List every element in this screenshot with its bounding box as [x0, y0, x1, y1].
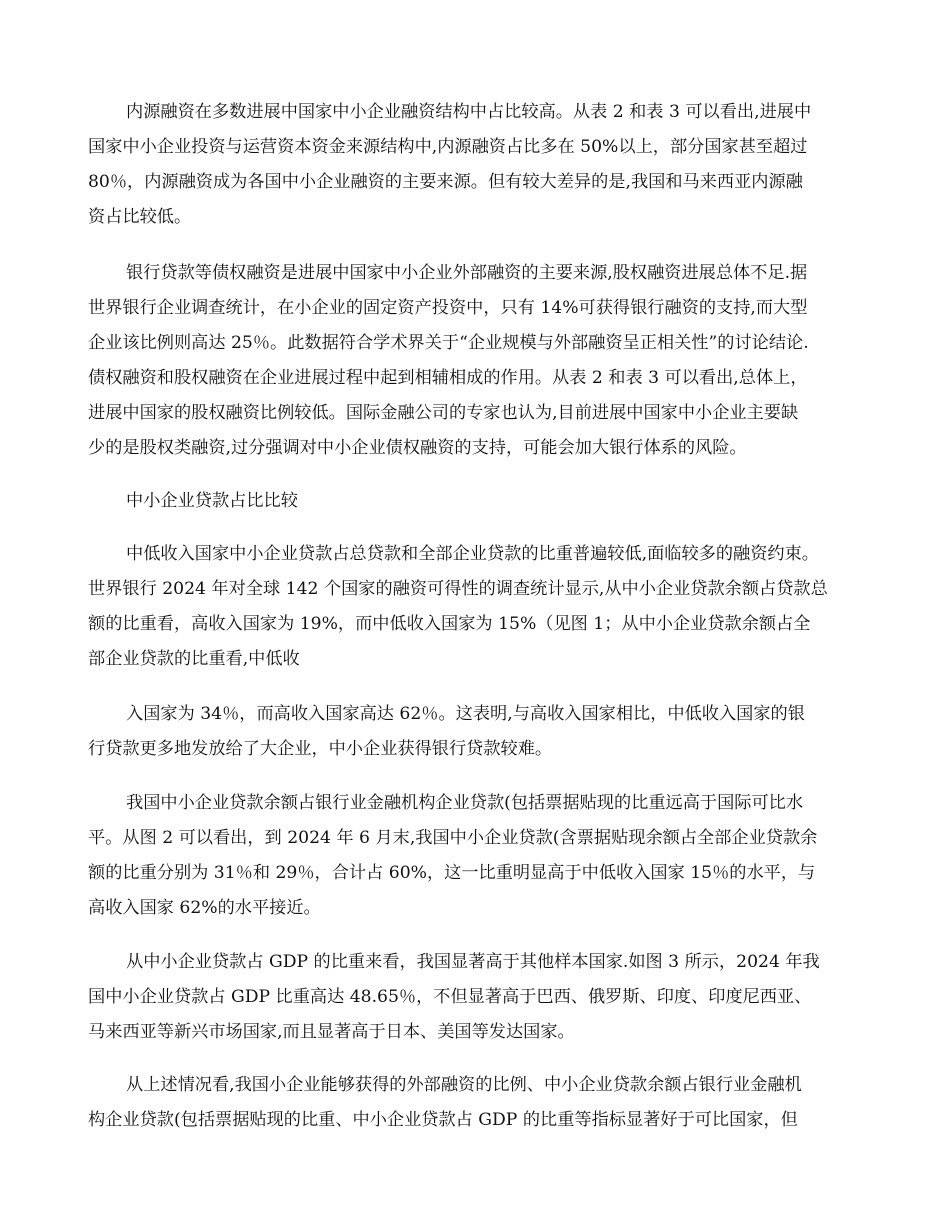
text-line: 额的比重分别为 31％和 29％，合计占 60%，这一比重明显高于中低收入国家 15％的水平，与 [88, 863, 816, 883]
section-heading [88, 484, 863, 519]
paragraph-income-comparison [88, 697, 863, 767]
text-line: 我国中小企业贷款余额占银行业金融机构企业贷款(包括票据贴现的比重远高于国际可比水 [126, 793, 804, 813]
paragraph-loan-share-comparison [88, 537, 863, 677]
text-line: 入国家为 34％，而高收入国家高达 62％。这表明,与高收入国家相比，中低收入国家的银 [126, 704, 805, 724]
text-line: 国中小企业贷款占 GDP 比重高达 48.65％，不但显著高于巴西、俄罗斯、印度、印度尼西亚、 [88, 987, 812, 1007]
text-line: 平。从图 2 可以看出，到 2024 年 6 月末,我国中小企业贷款(含票据贴现余额占全部企业贷款余 [88, 828, 818, 848]
text-line: 80％，内源融资成为各国中小企业融资的主要来源。但有较大差异的是,我国和马来西亚内源融 [88, 172, 803, 192]
paragraph-loan-to-gdp [88, 945, 863, 1050]
text-line: 世界银行 2024 年对全球 142 个国家的融资可得性的调查统计显示,从中小企业贷款余额占贷款总 [88, 579, 828, 599]
text-line: 从上述情况看,我国小企业能够获得的外部融资的比例、中小企业贷款余额占银行业金融机 [126, 1075, 802, 1095]
text-line: 内源融资在多数进展中国家中小企业融资结构中占比较高。从表 2 和表 3 可以看出,进展中 [126, 102, 812, 122]
text-line: 资占比较低。 [88, 207, 192, 227]
paragraph-summary [88, 1068, 863, 1138]
text-line: 部企业贷款的比重看,中低收 [88, 649, 300, 669]
text-line: 企业该比例则高达 25％。此数据符合学术界关于“企业规模与外部融资呈正相关性”的讨论结论. [88, 333, 809, 353]
paragraph-china-loan-share [88, 786, 863, 926]
text-line: 行贷款更多地发放给了大企业，中小企业获得银行贷款较难。 [88, 739, 553, 759]
text-line: 从中小企业贷款占 GDP 的比重来看，我国显著高于其他样本国家.如图 3 所示，2024 年我 [126, 952, 820, 972]
text-line: 少的是股权类融资,过分强调对中小企业债权融资的支持，可能会加大银行体系的风险。 [88, 438, 747, 458]
paragraph-internal-financing [88, 95, 863, 235]
text-line: 债权融资和股权融资在企业进展过程中起到相辅相成的作用。从表 2 和表 3 可以看出,总体上， [88, 368, 808, 388]
section-heading-text: 中小企业贷款占比比较 [126, 491, 298, 511]
text-line: 进展中国家的股权融资比例较低。国际金融公司的专家也认为,目前进展中国家中小企业主要缺 [88, 403, 799, 423]
text-line: 银行贷款等债权融资是进展中国家中小企业外部融资的主要来源,股权融资进展总体不足.据 [126, 263, 808, 283]
text-line: 国家中小企业投资与运营资本资金来源结构中,内源融资占比多在 50%以上，部分国家甚至超过 [88, 137, 808, 157]
paragraph-debt-financing [88, 256, 863, 466]
text-line: 高收入国家 62%的水平接近。 [88, 898, 321, 918]
text-line: 中低收入国家中小企业贷款占总贷款和全部企业贷款的比重普遍较低,面临较多的融资约束。 [126, 544, 819, 564]
text-line: 额的比重看，高收入国家为 19%，而中低收入国家为 15%（见图 1；从中小企业贷款余额占全 [88, 614, 811, 634]
text-line: 世界银行企业调查统计，在小企业的固定资产投资中，只有 14%可获得银行融资的支持,而大型 [88, 298, 808, 318]
text-line: 构企业贷款(包括票据贴现的比重、中小企业贷款占 GDP 的比重等指标显著好于可比国家，但 [88, 1110, 798, 1130]
text-line: 马来西亚等新兴市场国家,而且显著高于日本、美国等发达国家。 [88, 1022, 575, 1042]
